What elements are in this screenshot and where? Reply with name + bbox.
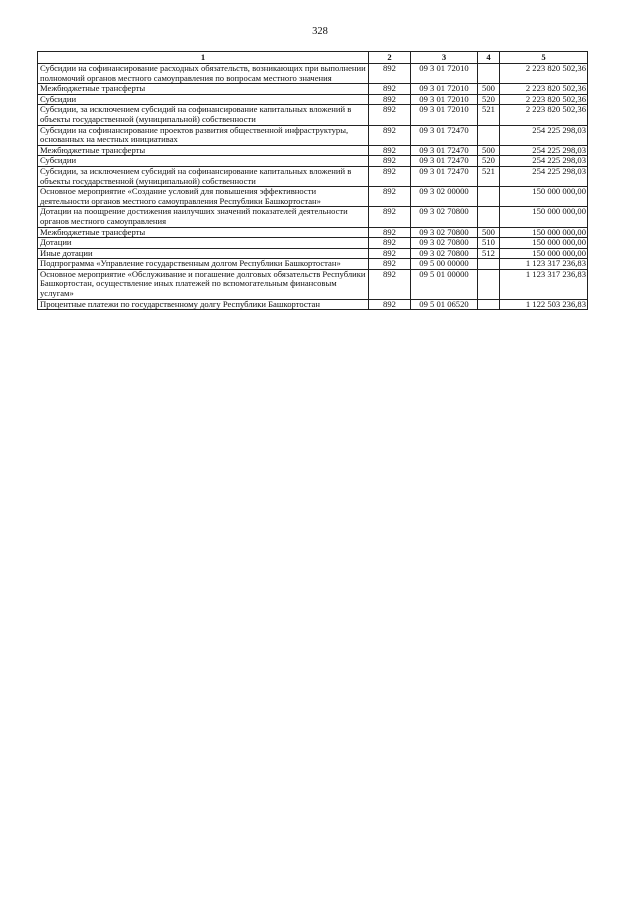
row-name-cell: Субсидии, за исключением субсидий на софинансирование капитальных вложений в объекты государственной (муниципальной) собственности [38, 166, 369, 186]
row-ved-cell: 892 [369, 166, 411, 186]
row-vr-cell [478, 269, 500, 299]
table-row [38, 238, 588, 249]
row-csr-cell: 09 5 01 06520 [411, 299, 478, 310]
row-vr-cell: 520 [478, 156, 500, 167]
row-csr-cell: 09 3 01 72470 [411, 125, 478, 145]
row-vr-cell: 500 [478, 84, 500, 95]
row-csr-cell: 09 3 02 00000 [411, 187, 478, 207]
row-name-cell: Субсидии, за исключением субсидий на софинансирование капитальных вложений в объекты государственной (муниципальной) собственности [38, 105, 369, 125]
row-ved-cell: 892 [369, 238, 411, 249]
row-ved-cell: 892 [369, 259, 411, 270]
budget-table [37, 51, 588, 310]
row-csr-cell: 09 3 01 72010 [411, 94, 478, 105]
row-csr-cell: 09 3 01 72470 [411, 156, 478, 167]
table-row [38, 105, 588, 125]
row-sum-cell: 1 122 503 236,83 [500, 299, 588, 310]
row-name-cell: Субсидии на софинансирование проектов развития общественной инфраструктуры, основанных на местных инициативах [38, 125, 369, 145]
row-name-cell: Межбюджетные трансферты [38, 145, 369, 156]
row-ved-cell: 892 [369, 248, 411, 259]
row-ved-cell: 892 [369, 227, 411, 238]
header-col-2: 2 [369, 52, 411, 64]
row-csr-cell: 09 3 02 70800 [411, 227, 478, 238]
row-vr-cell [478, 125, 500, 145]
row-vr-cell: 500 [478, 227, 500, 238]
row-ved-cell: 892 [369, 299, 411, 310]
row-vr-cell: 520 [478, 94, 500, 105]
table-row [38, 187, 588, 207]
row-ved-cell: 892 [369, 156, 411, 167]
table-row [38, 156, 588, 167]
row-name-cell: Межбюджетные трансферты [38, 227, 369, 238]
row-ved-cell: 892 [369, 125, 411, 145]
row-vr-cell [478, 187, 500, 207]
table-row [38, 125, 588, 145]
row-sum-cell: 254 225 298,03 [500, 156, 588, 167]
row-sum-cell: 2 223 820 502,36 [500, 64, 588, 84]
row-csr-cell: 09 5 00 00000 [411, 259, 478, 270]
table-row [38, 145, 588, 156]
row-name-cell: Субсидии [38, 94, 369, 105]
row-vr-cell: 512 [478, 248, 500, 259]
row-name-cell: Иные дотации [38, 248, 369, 259]
table-row [38, 166, 588, 186]
row-ved-cell: 892 [369, 269, 411, 299]
table-header-row [38, 52, 588, 64]
row-sum-cell: 1 123 317 236,83 [500, 259, 588, 270]
row-sum-cell: 2 223 820 502,36 [500, 94, 588, 105]
row-sum-cell: 254 225 298,03 [500, 166, 588, 186]
row-ved-cell: 892 [369, 187, 411, 207]
table-row [38, 299, 588, 310]
row-sum-cell: 254 225 298,03 [500, 145, 588, 156]
row-name-cell: Субсидии [38, 156, 369, 167]
table-body [38, 64, 588, 310]
table-row [38, 84, 588, 95]
row-name-cell: Основное мероприятие «Обслуживание и погашение долговых обязательств Республики Башкортостан, осуществление иных платежей по вспомогательным финансовым услугам» [38, 269, 369, 299]
table-row [38, 227, 588, 238]
row-ved-cell: 892 [369, 64, 411, 84]
row-name-cell: Дотации на поощрение достижения наилучших значений показателей деятельности органов местного самоуправления [38, 207, 369, 227]
header-col-1: 1 [38, 52, 369, 64]
row-vr-cell: 510 [478, 238, 500, 249]
row-sum-cell: 150 000 000,00 [500, 207, 588, 227]
row-ved-cell: 892 [369, 84, 411, 95]
row-name-cell: Основное мероприятие «Создание условий для повышения эффективности деятельности органов местного самоуправления Республики Башкортостан» [38, 187, 369, 207]
row-vr-cell: 500 [478, 145, 500, 156]
row-csr-cell: 09 3 01 72010 [411, 64, 478, 84]
row-name-cell: Дотации [38, 238, 369, 249]
row-csr-cell: 09 3 01 72470 [411, 145, 478, 156]
header-col-3: 3 [411, 52, 478, 64]
table-row [38, 269, 588, 299]
row-csr-cell: 09 3 02 70800 [411, 248, 478, 259]
table-row [38, 259, 588, 270]
row-vr-cell [478, 207, 500, 227]
row-sum-cell: 2 223 820 502,36 [500, 105, 588, 125]
row-csr-cell: 09 3 01 72470 [411, 166, 478, 186]
row-sum-cell: 150 000 000,00 [500, 238, 588, 249]
row-vr-cell: 521 [478, 166, 500, 186]
row-csr-cell: 09 3 02 70800 [411, 238, 478, 249]
row-sum-cell: 150 000 000,00 [500, 187, 588, 207]
row-csr-cell: 09 3 02 70800 [411, 207, 478, 227]
table-row [38, 248, 588, 259]
row-ved-cell: 892 [369, 94, 411, 105]
row-name-cell: Процентные платежи по государственному долгу Республики Башкортостан [38, 299, 369, 310]
row-csr-cell: 09 3 01 72010 [411, 84, 478, 95]
row-name-cell: Подпрограмма «Управление государственным долгом Республики Башкортостан» [38, 259, 369, 270]
row-name-cell: Межбюджетные трансферты [38, 84, 369, 95]
row-sum-cell: 2 223 820 502,36 [500, 84, 588, 95]
header-col-4: 4 [478, 52, 500, 64]
row-ved-cell: 892 [369, 105, 411, 125]
page-number: 328 [312, 26, 328, 37]
row-sum-cell: 150 000 000,00 [500, 227, 588, 238]
row-name-cell: Субсидии на софинансирование расходных обязательств, возникающих при выполнении полномочий органов местного самоуправления по вопросам местного значения [38, 64, 369, 84]
row-vr-cell [478, 259, 500, 270]
row-vr-cell [478, 299, 500, 310]
row-csr-cell: 09 5 01 00000 [411, 269, 478, 299]
row-csr-cell: 09 3 01 72010 [411, 105, 478, 125]
header-col-5: 5 [500, 52, 588, 64]
row-sum-cell: 150 000 000,00 [500, 248, 588, 259]
row-vr-cell [478, 64, 500, 84]
row-ved-cell: 892 [369, 207, 411, 227]
table-row [38, 64, 588, 84]
table-row [38, 94, 588, 105]
table-row [38, 207, 588, 227]
row-ved-cell: 892 [369, 145, 411, 156]
row-sum-cell: 1 123 317 236,83 [500, 269, 588, 299]
row-sum-cell: 254 225 298,03 [500, 125, 588, 145]
row-vr-cell: 521 [478, 105, 500, 125]
